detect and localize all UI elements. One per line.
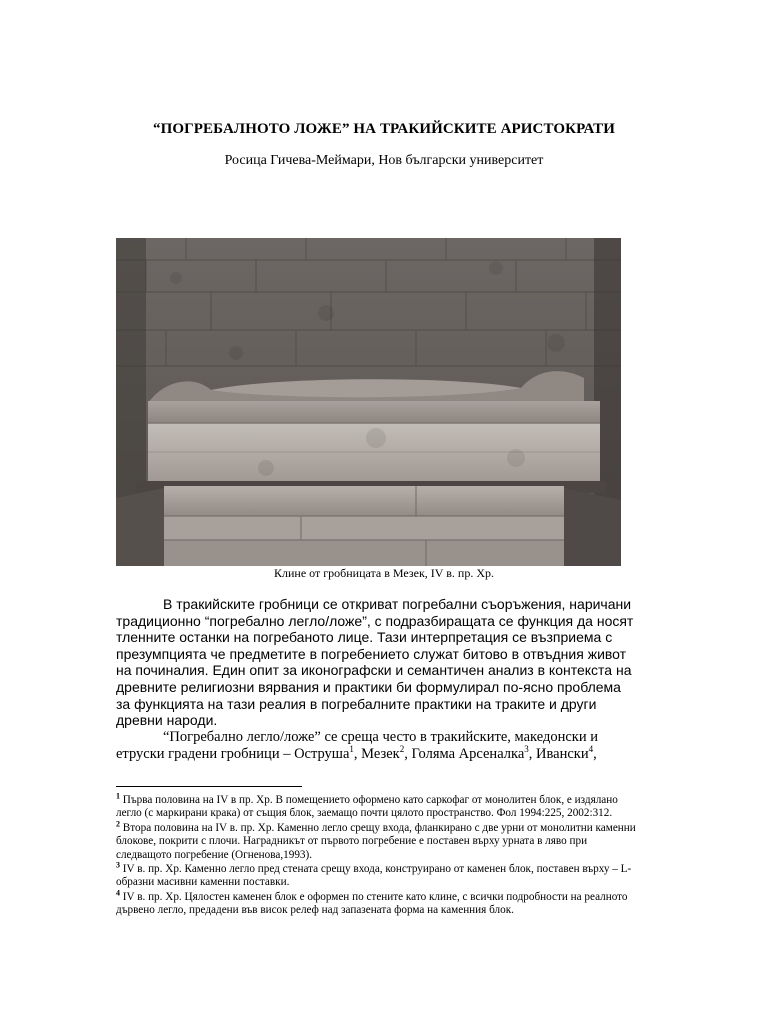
footnote-ref[interactable]: 3 xyxy=(524,743,529,754)
site-name: Мезек xyxy=(361,745,400,762)
footnotes xyxy=(116,791,636,919)
site-separator: , xyxy=(593,745,597,762)
footnote-ref[interactable]: 4 xyxy=(588,743,594,754)
site-name: Голяма Арсеналка xyxy=(411,745,525,762)
author-line: Росица Гичева-Меймари, Нов български университет xyxy=(224,153,544,168)
footnote-1 xyxy=(116,791,636,821)
footnote-number: 4 xyxy=(116,888,120,898)
body-text xyxy=(116,596,636,763)
paragraph-2 xyxy=(116,729,636,763)
site-name: Оструша xyxy=(294,745,350,762)
footnote-ref[interactable]: 2 xyxy=(399,743,405,754)
footnote-text: IV в. пр. Хр. Каменно легло пред стената срещу входа, конструирано от каменен блок, поставен върху – L-образни масивни каменни поставки. xyxy=(116,863,632,889)
footnote-text: Първа половина на IV в пр. Хр. В помещението оформено като саркофаг от монолитен блок, е издялано легло (с маркирани крака) от същия блок, заемащо почти цялото пространство. Фол 1994:225, 2002:312. xyxy=(116,794,618,820)
footnote-text: Втора половина на IV в. пр. Хр. Каменно легло срещу входа, фланкирано с две урни от монолитни каменни блокове, покрити с плочи. Наградникът от първото погребение е поставен върху урната в ляво при следващото погребение (Огненова,1993). xyxy=(116,821,636,861)
footnote-ref[interactable]: 1 xyxy=(349,743,354,754)
kline-photo-image xyxy=(116,238,621,566)
site-separator: , xyxy=(353,745,362,762)
footnote-4 xyxy=(116,888,636,918)
footnote-2 xyxy=(116,819,636,862)
kline-photo xyxy=(116,238,621,566)
footnote-divider xyxy=(116,786,302,787)
paragraph-1: В тракийските гробници се откриват погребални съоръжения, наричани традиционно “погребално легло/ложе”, с подразбиращата се функция да носят тленните останки на погребаното лице. Тази интерпретация се възприема с презумпцията че предметите в погребението служат битово в отвъдния живот на починалия. Един опит за иконографски и семантичен анализ в контекста на древните религиозни вярвания и практики би формулирал по-ясно проблема за функцията на тази реалия в погребалните практики на траките и други древни народи. xyxy=(116,596,634,729)
figure-caption: Клине от гробницата в Мезек, IV в. пр. Хр. xyxy=(273,566,495,580)
site-separator: , xyxy=(404,745,412,762)
document-title: “ПОГРЕБАЛНОТО ЛОЖЕ” НА ТРАКИЙСКИТЕ АРИСТОКРАТИ xyxy=(153,121,615,137)
footnote-3 xyxy=(116,860,636,890)
footnote-number: 1 xyxy=(116,791,120,801)
site-name: Ивански xyxy=(536,745,589,762)
footnote-text: IV в. пр. Хр. Цялостен каменен блок е оформен по стените като клине, с всички подробности на реалното дървено легло, предадени във висок релеф над запазената форма на каменния блок. xyxy=(116,890,628,917)
footnote-number: 2 xyxy=(116,819,120,829)
footnote-number: 3 xyxy=(116,860,120,870)
paragraph-2-lead: “Погребално легло/ложе” се среща често в тракийските, македонски и етруски градени гробници – xyxy=(116,728,598,762)
site-separator: , xyxy=(528,745,537,762)
